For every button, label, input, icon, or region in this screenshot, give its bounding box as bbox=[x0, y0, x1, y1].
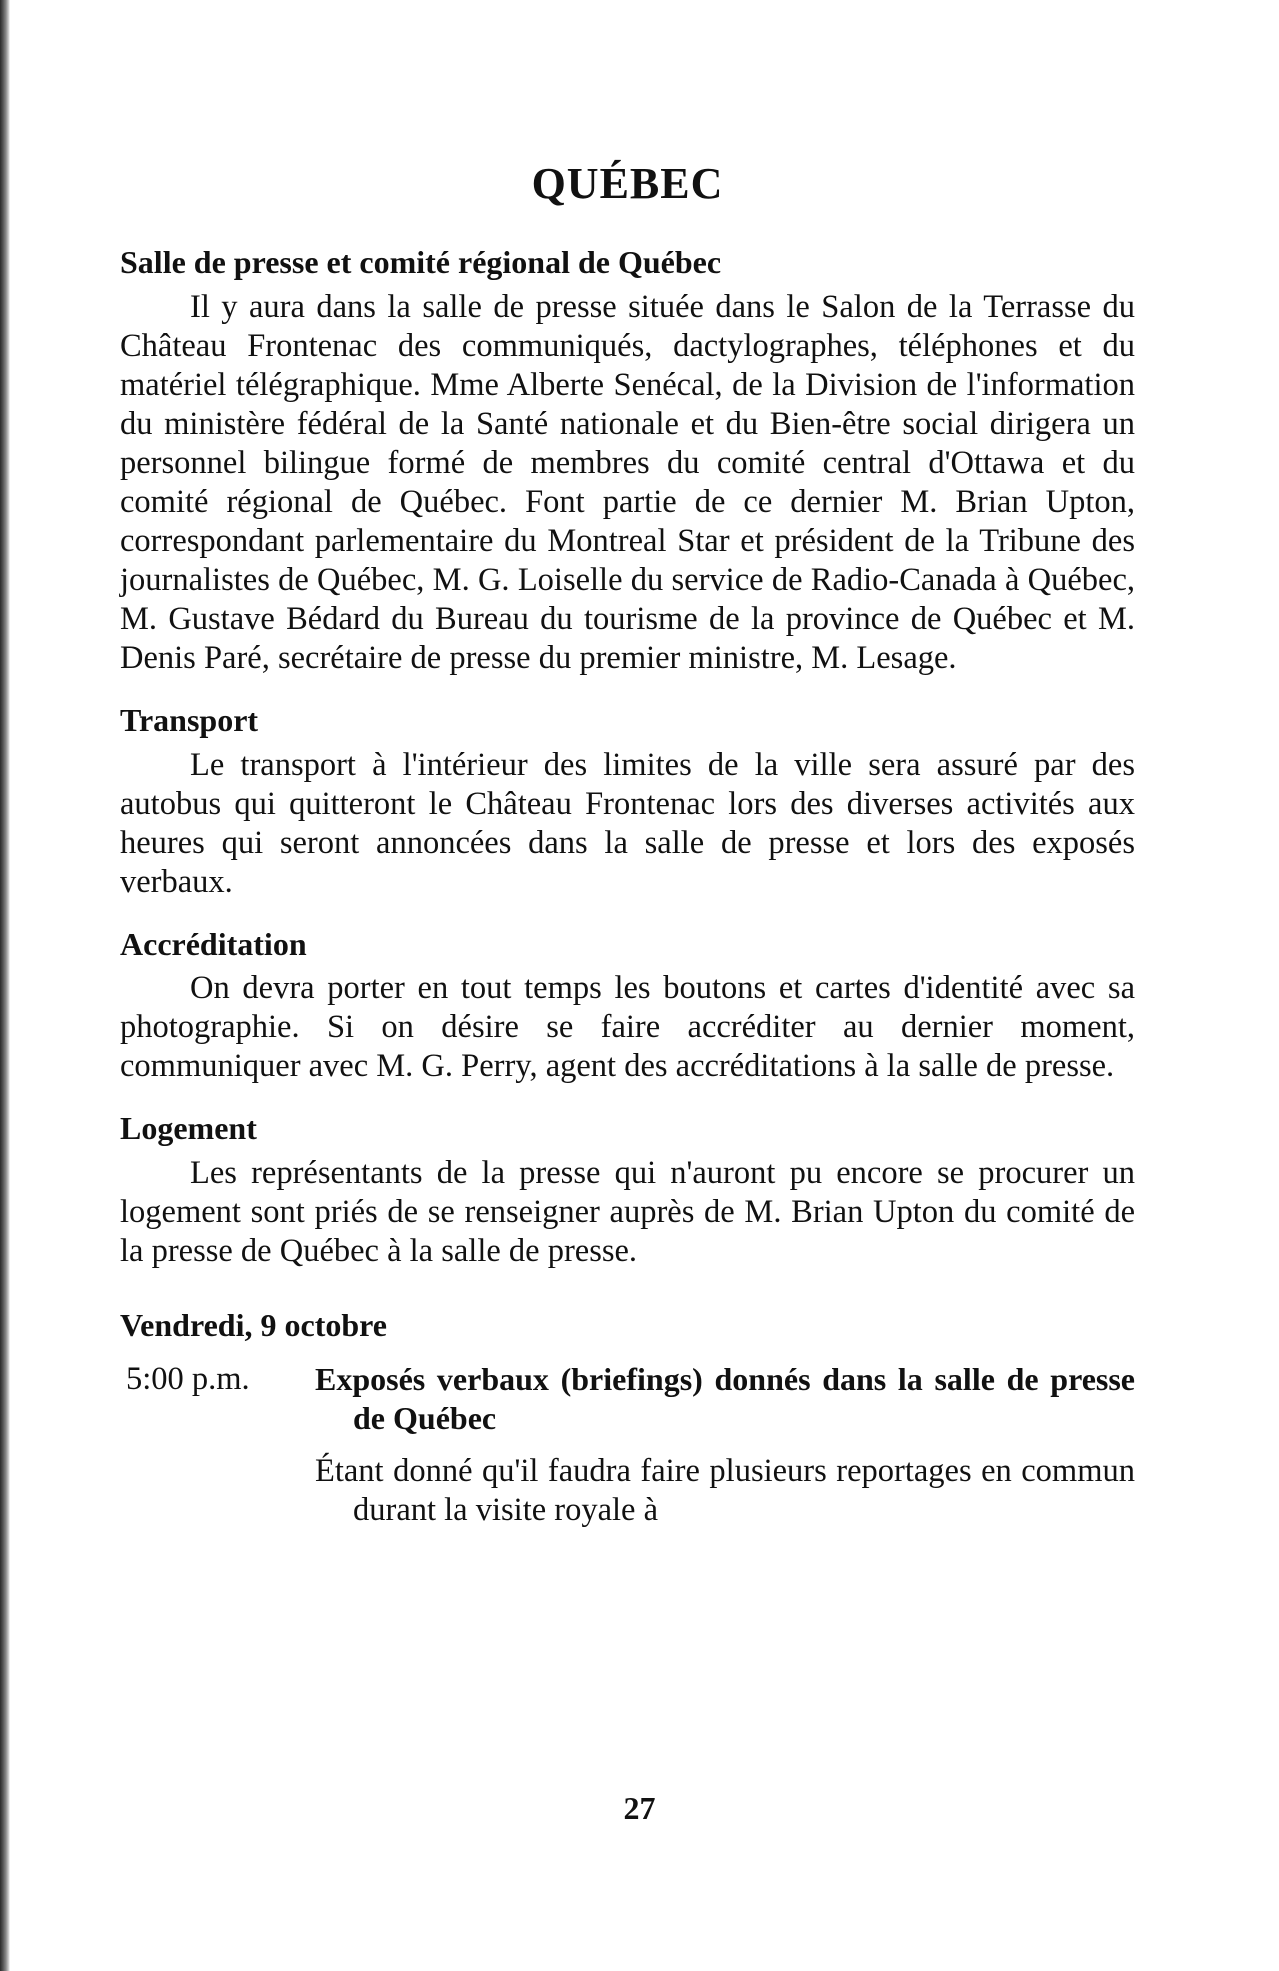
event-title: Exposés verbaux (briefings) donnés dans la salle de presse de Québec bbox=[315, 1361, 1135, 1437]
section-body: Il y aura dans la salle de presse située dans le Salon de la Terrasse du Château Frontenac des communiqués, dactylographes, téléphones et du matériel télégraphique. Mme Alberte Senécal, de la Division de l'information du ministère fédéral de la Santé nationale et du Bien-être social dirigera un personnel bilingue formé de membres du comité central d'Ottawa et du comité régional de Québec. Font partie de ce dernier M. Brian Upton, correspondant parlementaire du Montreal Star et président de la Tribune des journalistes de Québec, M. G. Loiselle du service de Radio-Canada à Québec, M. Gustave Bédard du Bureau du tourisme de la province de Québec et M. Denis Paré, secrétaire de presse du premier ministre, M. Lesage. bbox=[120, 288, 1135, 676]
section-accreditation bbox=[120, 924, 1135, 1087]
schedule-content bbox=[315, 1360, 1135, 1530]
section-heading: Salle de presse et comité régional de Québec bbox=[120, 244, 722, 281]
schedule-time: 5:00 p.m. bbox=[126, 1361, 250, 1398]
schedule-day: Vendredi, 9 octobre bbox=[120, 1306, 387, 1343]
schedule-entry bbox=[120, 1360, 1135, 1530]
section-body: Les représentants de la presse qui n'auront pu encore se procurer un logement sont priés de se renseigner auprès de M. Brian Upton du comité de la presse de Québec à la salle de presse. bbox=[120, 1154, 1135, 1269]
scan-edge bbox=[0, 0, 10, 1971]
section-press-room bbox=[120, 242, 1135, 678]
section-body: Le transport à l'intérieur des limites de la ville sera assuré par des autobus qui quitteront le Château Frontenac lors des diverses activités aux heures qui seront annoncées dans la salle de presse et lors des exposés verbaux. bbox=[120, 746, 1135, 900]
page-number: 27 bbox=[623, 1790, 656, 1826]
section-heading: Accréditation bbox=[120, 925, 307, 962]
page-title: QUÉBEC bbox=[531, 159, 724, 208]
event-description: Étant donné qu'il faudra faire plusieurs reportages en commun durant la visite royale à bbox=[315, 1453, 1135, 1529]
section-transport bbox=[120, 700, 1135, 902]
section-body: On devra porter en tout temps les boutons et cartes d'identité avec sa photographie. Si on désire se faire accréditer au dernier moment, communiquer avec M. G. Perry, agent des accréditations à la salle de presse. bbox=[120, 970, 1135, 1085]
section-heading: Transport bbox=[120, 701, 259, 738]
section-heading: Logement bbox=[120, 1110, 257, 1147]
document-page bbox=[120, 160, 1135, 1530]
schedule bbox=[120, 1305, 1135, 1531]
section-lodging bbox=[120, 1108, 1135, 1271]
